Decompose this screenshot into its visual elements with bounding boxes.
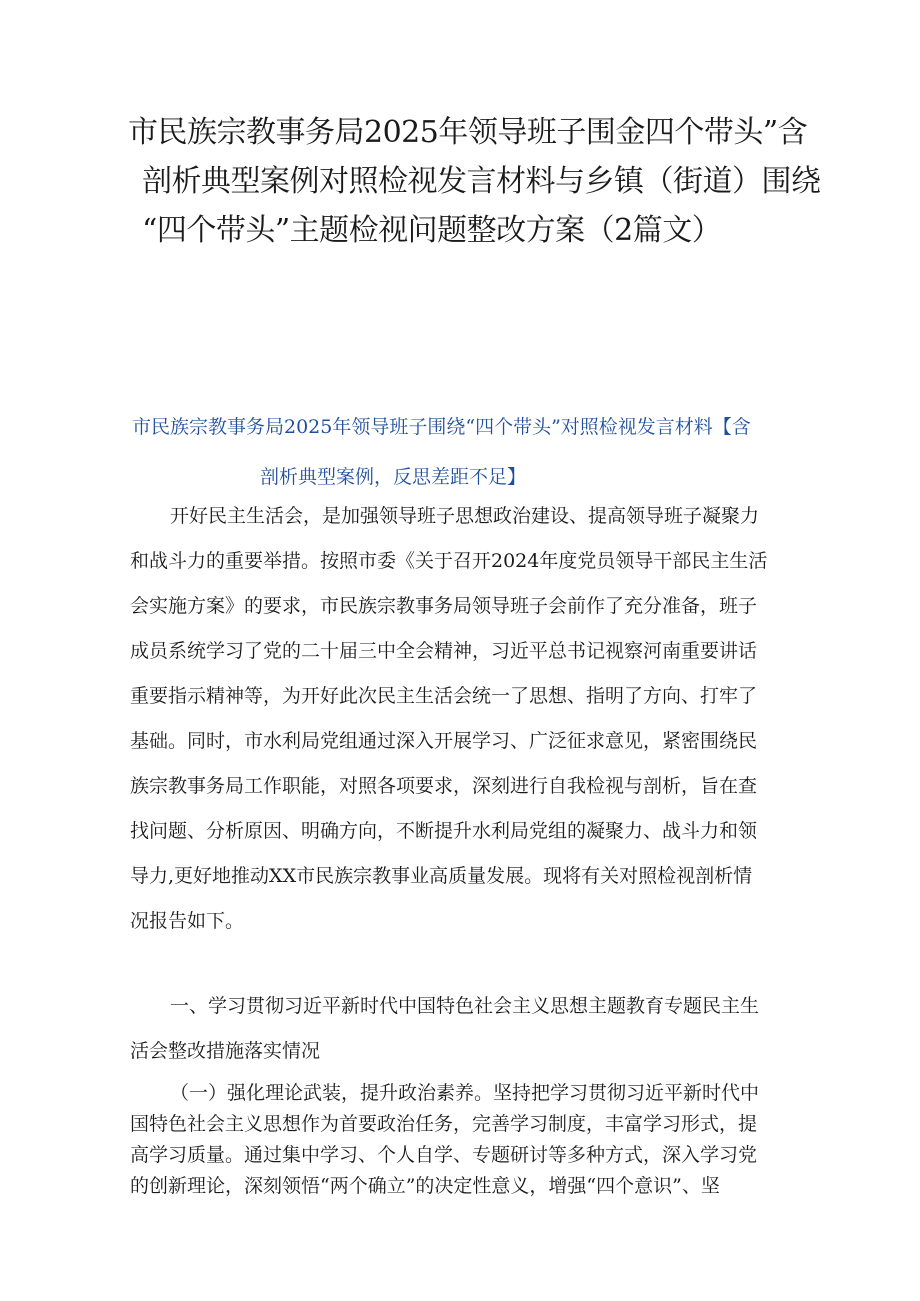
title-line: 市民族宗教事务局2025年领导班子围金四个带头”含 [128,115,808,150]
subtitle-line: 剖析典型案例，反思差距不足】 [260,466,527,488]
paragraph-line: 找问题、分析原因、明确方向，不断提升水利局党组的凝聚力、战斗力和领 [130,820,758,842]
paragraph-line: 国特色社会主义思想作为首要政治任务，完善学习制度，丰富学习形式，提 [130,1113,758,1135]
body-paragraph [130,1078,802,1202]
paragraph-line: 况报告如下。 [130,910,245,932]
paragraph-line: 和战斗力的重要举措。按照市委《关于召开2024年度党员领导干部民主生活 [130,550,768,572]
title-line: “四个带头”主题检视问题整改方案（2篇文） [142,213,722,248]
paragraph-line: 会实施方案》的要求，市民族宗教事务局领导班子会前作了充分准备，班子 [130,595,758,617]
document-title [128,108,821,255]
paragraph-line: 成员系统学习了党的二十届三中全会精神，习近平总书记视察河南重要讲话 [130,640,758,662]
title-line: 剖析典型案例对照检视发言材料与乡镇（街道）围绕 [142,164,821,199]
paragraph-line: 开好民主生活会，是加强领导班子思想政治建设、提高领导班子凝聚力 [170,505,760,527]
intro-paragraph [130,494,802,944]
section-heading-1 [130,984,802,1074]
paragraph-line: 族宗教事务局工作职能，对照各项要求，深刻进行自我检视与剖析，旨在查 [130,775,758,797]
paragraph-line: 重要指示精神等，为开好此次民主生活会统一了思想、指明了方向、打牢了 [130,685,758,707]
section-subtitle [132,402,812,502]
heading-line: 活会整改措施落实情况 [130,1040,321,1062]
heading-line: 一、学习贯彻习近平新时代中国特色社会主义思想主题教育专题民主生 [170,995,760,1017]
paragraph-line: 基础。同时，市水利局党组通过深入开展学习、广泛征求意见，紧密围绕民 [130,730,758,752]
paragraph-line: 高学习质量。通过集中学习、个人自学、专题研讨等多种方式，深入学习党 [130,1144,758,1166]
paragraph-line: 的创新理论，深刻领悟“两个确立”的决定性意义，增强“四个意识”、坚 [130,1175,720,1197]
paragraph-line: 导力,更好地推动XX市民族宗教事业高质量发展。现将有关对照检视剖析情 [130,865,753,887]
paragraph-line: （一）强化理论武装，提升政治素养。坚持把学习贯彻习近平新时代中 [170,1082,760,1104]
subtitle-line: 市民族宗教事务局2025年领导班子围绕“四个带头”对照检视发言材料【含 [132,416,751,438]
